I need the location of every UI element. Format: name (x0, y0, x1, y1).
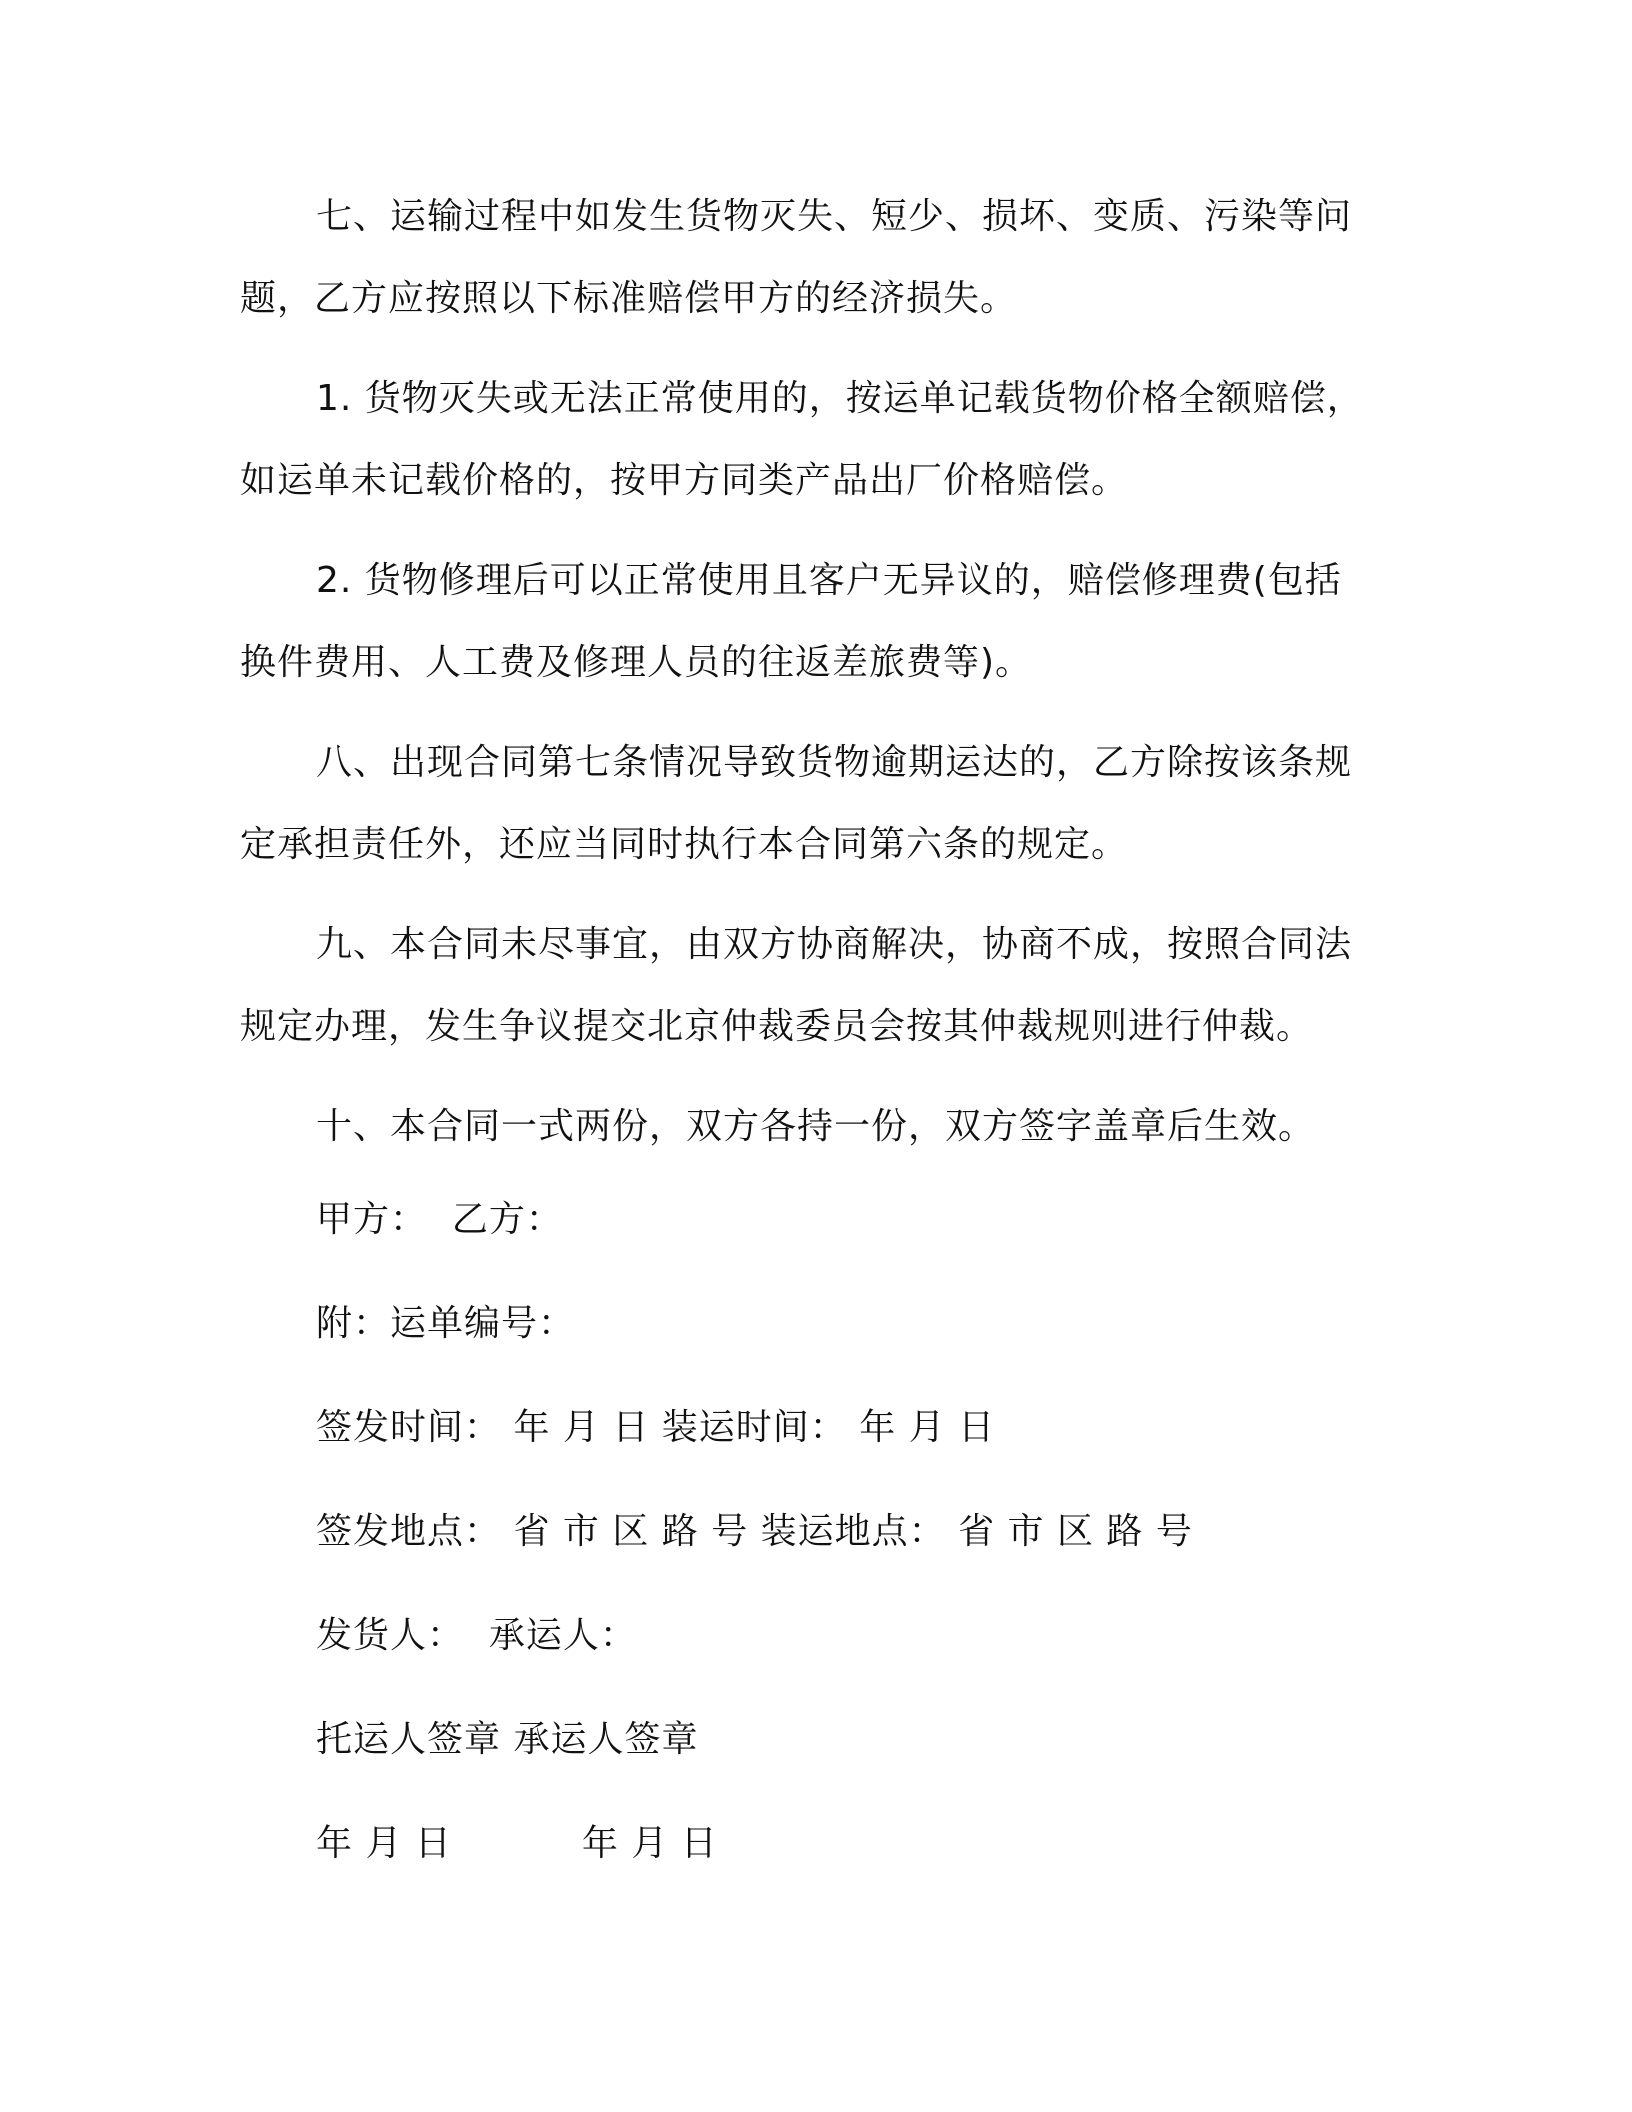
clause-7-item-1: 1. 货物灭失或无法正常使用的，按运单记载货物价格全额赔偿，如运单未记载价格的，按甲方同类产品出厂价格赔偿。 (240, 378, 1364, 501)
clause-9: 九、本合同未尽事宜，由双方协商解决，协商不成，按照合同法规定办理，发生争议提交北京仲裁委员会按其仲裁规则进行仲裁。 (240, 924, 1353, 1047)
shipper-carrier-line: 发货人： 承运人： (316, 1615, 637, 1656)
seals-line: 托运人签章 承运人签章 (316, 1719, 699, 1760)
parties-line: 甲方： 乙方： (316, 1199, 563, 1240)
clause-10: 十、本合同一式两份，双方各持一份，双方签字盖章后生效。 (316, 1106, 1316, 1147)
clause-7: 七、运输过程中如发生货物灭失、短少、损坏、变质、污染等问题，乙方应按照以下标准赔偿甲方的经济损失。 (240, 196, 1353, 319)
issue-and-loading-time-line: 签发时间： 年 月 日 装运时间： 年 月 日 (316, 1407, 996, 1448)
issue-and-loading-place-line: 签发地点： 省 市 区 路 号 装运地点： 省 市 区 路 号 (316, 1511, 1193, 1552)
clause-8: 八、出现合同第七条情况导致货物逾期运达的，乙方除按该条规定承担责任外，还应当同时执行本合同第六条的规定。 (240, 742, 1353, 865)
clause-7-item-2: 2. 货物修理后可以正常使用且客户无异议的，赔偿修理费(包括换件费用、人工费及修理人员的往返差旅费等)。 (240, 560, 1342, 683)
waybill-number-line: 附：运单编号： (316, 1303, 576, 1344)
date-left: 年 月 日 (316, 1823, 452, 1864)
date-right: 年 月 日 (581, 1823, 718, 1864)
dates-line (316, 1820, 718, 1868)
